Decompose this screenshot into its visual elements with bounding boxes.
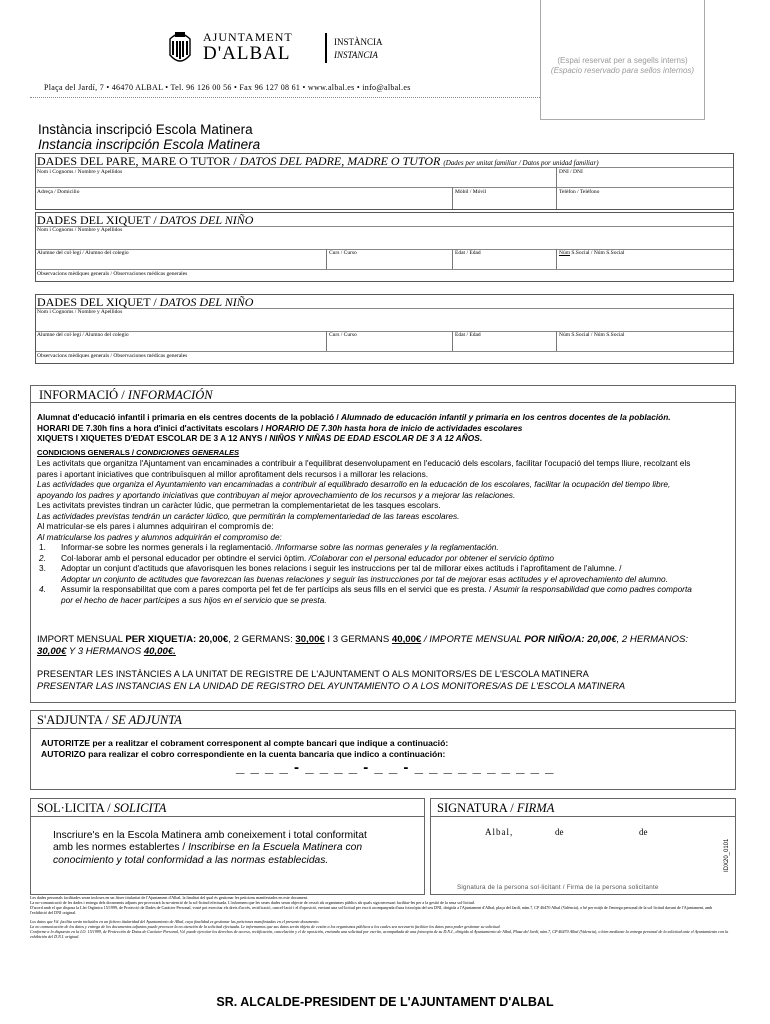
info-l1-es: /Informarse sobre las normas generales y la reglamentación.	[275, 542, 499, 552]
row-rule	[36, 308, 733, 309]
child2-name-field[interactable]	[36, 316, 733, 330]
price-value: 40,00€	[391, 634, 422, 645]
parent-name-field[interactable]	[36, 174, 554, 186]
footer-addressee: SR. ALCALDE-PRESIDENT DE L'AJUNTAMENT D'ALBAL	[216, 995, 554, 1009]
info-cond-ca: CONDICIONS GENERALS /	[37, 447, 137, 457]
child2-ss-field[interactable]	[558, 338, 732, 350]
attach-heading	[37, 713, 182, 728]
child1-name-field[interactable]	[36, 234, 733, 248]
header-divider	[325, 33, 327, 63]
child1-school-field[interactable]	[36, 256, 324, 268]
address-line: Plaça del Jardí, 7 • 46470 ALBAL • Tel. 96 126 00 56 • Fax 96 127 08 61 • www.albal.es • info@albal.es	[44, 83, 411, 92]
col-rule	[556, 249, 557, 269]
info-list-item	[39, 584, 702, 605]
list-number: 4.	[39, 584, 46, 594]
row-rule	[36, 331, 733, 332]
price-value: PER XIQUET/A: 20,00€	[125, 634, 229, 645]
parent-heading-note: (Dades per unitat familiar / Datos por unidad familiar)	[443, 159, 599, 167]
seal-text-es: (Espacio reservado para sellos internos)	[550, 66, 695, 75]
list-number: 1.	[39, 542, 46, 552]
info-p2	[37, 423, 702, 434]
attach-heading-es: SE ADJUNTA	[111, 713, 182, 727]
signature-de2: de	[639, 827, 648, 837]
title-ca: Instància inscripció Escola Matinera	[38, 122, 253, 137]
info-p1-es: Alumnado de educación infantil y primaria en los centros docentes de la población.	[340, 412, 671, 422]
info-p3-es: NIÑOS Y NIÑAS DE EDAD ESCOLAR DE 3 A 12 AÑOS	[269, 433, 480, 443]
info-list-item	[39, 542, 702, 553]
list-number: 2.	[39, 552, 46, 563]
info-p3: XIQUETS I XIQUETES D'EDAT ESCOLAR DE 3 A 12 ANYS / NIÑOS Y NIÑAS DE EDAD ESCOLAR DE 3 A 12 AÑOS.	[37, 433, 483, 443]
col-rule	[452, 331, 453, 351]
logo	[167, 27, 307, 69]
child1-age-label: Edat / Edad	[455, 250, 481, 256]
logo-line1: AJUNTAMENT	[203, 30, 293, 44]
col-rule	[452, 249, 453, 269]
col-rule	[556, 187, 557, 209]
title-es: Instancia inscripción Escola Matinera	[38, 137, 261, 152]
doc-type-es: INSTANCIA	[334, 50, 378, 60]
child2-course-field[interactable]	[328, 338, 450, 350]
price-text: Y 3 HERMANOS	[66, 646, 144, 657]
parent-phone-label: Telèfon / Teléfono	[559, 189, 600, 195]
price-value: 40,00€.	[143, 646, 176, 657]
child1-medical-field[interactable]	[336, 270, 732, 281]
info-p1-ca: Alumnat d'educació infantil i primaria en els centres docents de la població /	[37, 412, 341, 422]
signature-heading-ca: SIGNATURA /	[437, 801, 517, 815]
attach-heading-ca: S'ADJUNTA /	[37, 713, 112, 727]
legal-ca2: La no-comunicació de les dades i entrega dels documents adjunts per provocarà la no-atenció de la sol·licitud efectuada. L'informem que les seues dades seran objecte de cessió als organismes públics als quals siga necessari facilitar-les per a la gestió de la seua sol·licitud.	[30, 900, 475, 905]
info-price	[37, 634, 717, 658]
child2-heading-ca: DADES DEL XIQUET /	[37, 295, 160, 309]
legal-es1: Los datos que Vd. facilita serán incluidos en un fichero titularidad del Ayuntamiento de Albal, cuya finalidad es gestionar las peticiones manifestadas en el presente documento.	[30, 919, 320, 924]
parent-dni-label: DNI / DNI	[559, 169, 583, 175]
row-rule	[36, 226, 733, 227]
info-l2-ca: Col·laborar amb el personal educador per obtindre el servici òptim.	[61, 552, 309, 563]
info-c2: Las actividades que organiza el Ayuntamiento van encaminadas a contribuir al equilibrado desarrollo en la educación de los escolares, facilitar la ocupación del tiempo libre, apoyando los padres y aportando iniciativas que contribuyan al mejor aprovechamiento de los recursos y a mejorar las relaciones.	[37, 479, 671, 500]
col-rule	[556, 167, 557, 187]
legal-es2: La no comunicación de los datos y entrega de los documentos adjuntos puede provocar la no atención de la solicitud efectuada. Le informamos que sus datos serán objeto de cesión a los organismos públicos a los cuales sea necesario facilitar los datos para poder gestionar su solicitud.	[30, 924, 501, 929]
request-heading-ca: SOL·LICITA /	[37, 801, 114, 815]
price-text: I 3 GERMANS	[324, 634, 392, 645]
info-l3-ca: Adoptar un conjunt d'actituds que afavorisquen les bones relacions i seguir les instruccions per tal de millorar eixes actituds i l'aprofitament de l'alumne. /	[61, 563, 622, 573]
info-cond-heading	[37, 448, 702, 459]
row-rule	[36, 249, 733, 250]
child2-age-field[interactable]	[454, 338, 554, 350]
child1-heading-ca: DADES DEL XIQUET /	[37, 213, 160, 227]
info-body	[37, 412, 702, 605]
price-value: 30,00€	[295, 634, 325, 645]
info-p3-ca: XIQUETS I XIQUETES D'EDAT ESCOLAR DE 3 A 12 ANYS /	[37, 433, 270, 443]
price-text: / IMPORTE MENSUAL	[421, 634, 525, 645]
info-heading	[39, 388, 213, 403]
request-heading	[37, 801, 166, 816]
signature-section	[430, 798, 736, 895]
child2-school-field[interactable]	[36, 338, 324, 350]
child2-medical-field[interactable]	[336, 352, 732, 363]
info-c6: Al matricularse los padres y alumnos adquirirán el compromiso de:	[37, 531, 282, 542]
section-rule	[31, 402, 735, 403]
info-section	[30, 385, 736, 703]
parent-address-label: Adreça / Domicilio	[37, 189, 80, 195]
child1-medical-label: Observacions mèdiques generals / Observaciones médicas generales	[37, 271, 188, 277]
child2-age-label: Edat / Edad	[455, 332, 481, 338]
info-p2-es: HORARIO DE 7.30h hasta hora de inicio de actividades escolares	[265, 422, 523, 433]
row-rule	[36, 167, 733, 168]
col-rule	[326, 331, 327, 351]
price-text: , 2 GERMANS:	[228, 634, 296, 645]
parent-phone-field[interactable]	[558, 194, 732, 208]
legal-ca3: D'acord amb el que disposa la Llei Orgànica 15/1999, de Protecció de Dades de Caràcter Personal, vosté pot exercitar els drets d'accés, rectificació, cancel·lació i el d'oposició, enviant una sol·licitud per escrit acompanyada d'una fotocòpia del seu DNI, dirigida a l'Ajuntament d'Albal, plaça del Jardí, núm.7, CP 46470 Albal (València), o bé per mitjà de l'entrega personal de la sol·licitud davant de l'Ajuntament, amb l'exhibició del DNI original.	[30, 905, 713, 915]
child1-course-label: Curs / Curso	[329, 250, 357, 256]
legal-ca1: Les dades personals facilitades seran incloses en un fitxer titularitat de l'Ajuntament d'Albal, la finalitat del qual és gestionar les peticions manifestades en este document.	[30, 895, 308, 900]
crest-icon	[167, 29, 193, 67]
price-text: IMPORT MENSUAL	[37, 634, 126, 645]
request-heading-es: SOLICITA	[113, 801, 167, 815]
info-heading-es: INFORMACIÓN	[127, 388, 213, 402]
child2-school-label: Alumne del col·legi / Alumno del colegio	[37, 332, 129, 338]
info-l4-es: Asumir la responsabilidad que como padres comporta por el hecho de hacer partícipes a sus hijos en el servicio que se presta.	[61, 584, 692, 605]
attach-line-es: AUTORIZO para realizar el cobro correspondiente en la cuenta bancaria que indico a continuación:	[41, 749, 446, 759]
seal-text-ca: (Espai reservat per a segells interns)	[557, 56, 688, 65]
info-p2-ca: HORARI DE 7.30h fins a hora d'inici d'activitats escolars /	[37, 422, 266, 433]
attach-line-ca: AUTORITZE per a realitzar el cobrament corresponent al compte bancari que indique a continuació:	[41, 738, 449, 748]
child2-medical-label: Observacions mèdiques generals / Observaciones médicas generales	[37, 353, 188, 359]
child2-name-label: Nom i Cognoms / Nombre y Apellidos	[37, 309, 123, 315]
parent-heading-ca: DADES DEL PARE, MARE O TUTOR /	[37, 154, 240, 168]
parent-dni-field[interactable]	[558, 174, 732, 186]
info-cond-es: CONDICIONES GENERALES	[136, 447, 240, 457]
doc-type-ca: INSTÀNCIA	[334, 37, 383, 47]
row-rule	[36, 187, 733, 188]
info-heading-ca: INFORMACIÓ /	[39, 388, 128, 402]
child1-ss-label-rest: S.Social / Núm S.Social	[570, 250, 625, 256]
seal-box	[540, 0, 705, 120]
info-c4: Las actividades previstas tendrán un carácter lúdico, que permitirán la complementariedad de las tareas escolares.	[37, 510, 460, 521]
signature-de1: de	[555, 827, 564, 837]
parent-address-field[interactable]	[36, 194, 450, 208]
section-rule	[431, 816, 735, 817]
child1-ss-label-u: Núm	[559, 250, 570, 256]
info-list-item	[39, 563, 702, 584]
child1-heading-es: DATOS DEL NIÑO	[159, 213, 254, 227]
parent-mobile-field[interactable]	[454, 194, 554, 208]
signature-heading-es: FIRMA	[516, 801, 555, 815]
address-rule	[30, 97, 540, 98]
section-rule	[31, 816, 424, 817]
attach-section	[30, 710, 736, 790]
child2-section	[35, 294, 734, 364]
col-rule	[556, 331, 557, 351]
child1-school-label: Alumne del col·legi / Alumno del colegio	[37, 250, 129, 256]
request-section	[30, 798, 425, 895]
request-text-es: Inscribirse en la Escuela Matinera con conocimiento y total conformidad a las normas establecidas.	[53, 842, 363, 866]
child1-name-label: Nom i Cognoms / Nombre y Apellidos	[37, 227, 123, 233]
info-l4-ca: Assumir la responsabilitat que com a pares comporta pel fet de fer partícips als seus fills en el servici que es presta. /	[61, 584, 494, 594]
parent-heading-es: DATOS DEL PADRE, MADRE O TUTOR	[239, 154, 441, 168]
parent-name-label: Nom i Cognoms / Nombre y Apellidos	[37, 169, 123, 175]
child1-course-field[interactable]	[328, 256, 450, 268]
info-c1: Les activitats que organitza l'Ajuntament van encaminades a contribuir a l'equilibrat desenvolupament en l'educació dels escolars, facilitar l'ocupació del temps lliure, recolzant els pares i aportant iniciatives que contribuïsquen al millor aprofitament dels recursos i a millorar les relacions.	[37, 458, 691, 479]
logo-line2: D'ALBAL	[203, 43, 291, 64]
info-p1	[37, 412, 702, 423]
child2-heading-es: DATOS DEL NIÑO	[159, 295, 254, 309]
info-present-ca: PRESENTAR LES INSTÀNCIES A LA UNITAT DE REGISTRE DE L'AJUNTAMENT O ALS MONITORS/ES DE L'ESCOLA MATINERA	[37, 669, 589, 679]
price-text: , 2 HERMANOS:	[616, 634, 689, 645]
info-list	[37, 542, 702, 605]
signature-area[interactable]	[451, 843, 711, 883]
child2-ss-label: Núm S.Social / Núm S.Social	[559, 332, 625, 338]
form-code: IDX20_0101	[724, 838, 730, 872]
child1-section	[35, 212, 734, 282]
info-l2-es: /Colaborar con el personal educador por obtener el servicio óptimo	[308, 552, 555, 563]
signature-caption: Signatura de la persona sol·licitant / Firma de la persona solicitante	[457, 884, 659, 891]
request-text-ca: Inscriure's en la Escola Matinera amb coneixement i total conformitat amb les normes establertes /	[53, 830, 367, 854]
col-rule	[326, 249, 327, 269]
child1-age-field[interactable]	[454, 256, 554, 268]
info-c3: Les activitats previstes tindran un caràcter lúdic, que permetran la complementarietat de les tasques escolars.	[37, 500, 441, 510]
info-list-item	[39, 552, 702, 564]
section-rule	[31, 728, 735, 729]
price-value: POR NIÑO/A: 20,00€	[524, 634, 617, 645]
legal-block	[30, 895, 730, 939]
price-value: 30,00€	[37, 646, 67, 657]
info-present-es: PRESENTAR LAS INSTANCIAS EN LA UNIDAD DE REGISTRO DEL AYUNTAMIENTO O A LOS MONITORES/AS DE L'ESCOLA MATINERA	[37, 681, 626, 691]
parent-mobile-label: Mòbil / Móvil	[455, 189, 487, 195]
info-l1-ca: Informar-se sobre les normes generals i la reglamentació.	[61, 542, 276, 552]
child1-ss-field[interactable]	[558, 256, 732, 268]
bank-account-field[interactable]: _ _ _ _ - _ _ _ _ - _ _ - _ _ _ _ _ _ _ _ _ _	[236, 759, 555, 776]
request-text	[53, 830, 373, 867]
legal-es3: Conforme a lo dispuesto en la LO. 15/1999, de Protección de Datos de Carácter Personal, Vd. puede ejercitar los derechos de acceso, rectificación, cancelación y el de oposición, enviando una solicitud por escrito, acompañada de una fotocopia de su D.N.I., dirigida al Ayuntamiento de Albal, Plaza del Jardí, núm.7, CP 46470 Albal (Valencia), o bien mediante la entrega personal de la solicitud ante el Ayuntamiento con la exhibición del D.N.I. original.	[30, 929, 729, 939]
info-l3-es: Adoptar un conjunto de actitudes que favorezcan las buenas relaciones y seguir las instrucciones por tal de mejorar esas actitudes y el aprovechamiento del alumno.	[61, 573, 668, 584]
signature-heading	[437, 801, 554, 816]
child2-course-label: Curs / Curso	[329, 332, 357, 338]
signature-place: Albal,	[485, 827, 514, 837]
info-c5: Al matricular-se els pares i alumnes adquiriran el compromís de:	[37, 521, 274, 531]
list-number: 3.	[39, 563, 46, 573]
col-rule	[452, 187, 453, 209]
parent-section	[35, 153, 734, 210]
